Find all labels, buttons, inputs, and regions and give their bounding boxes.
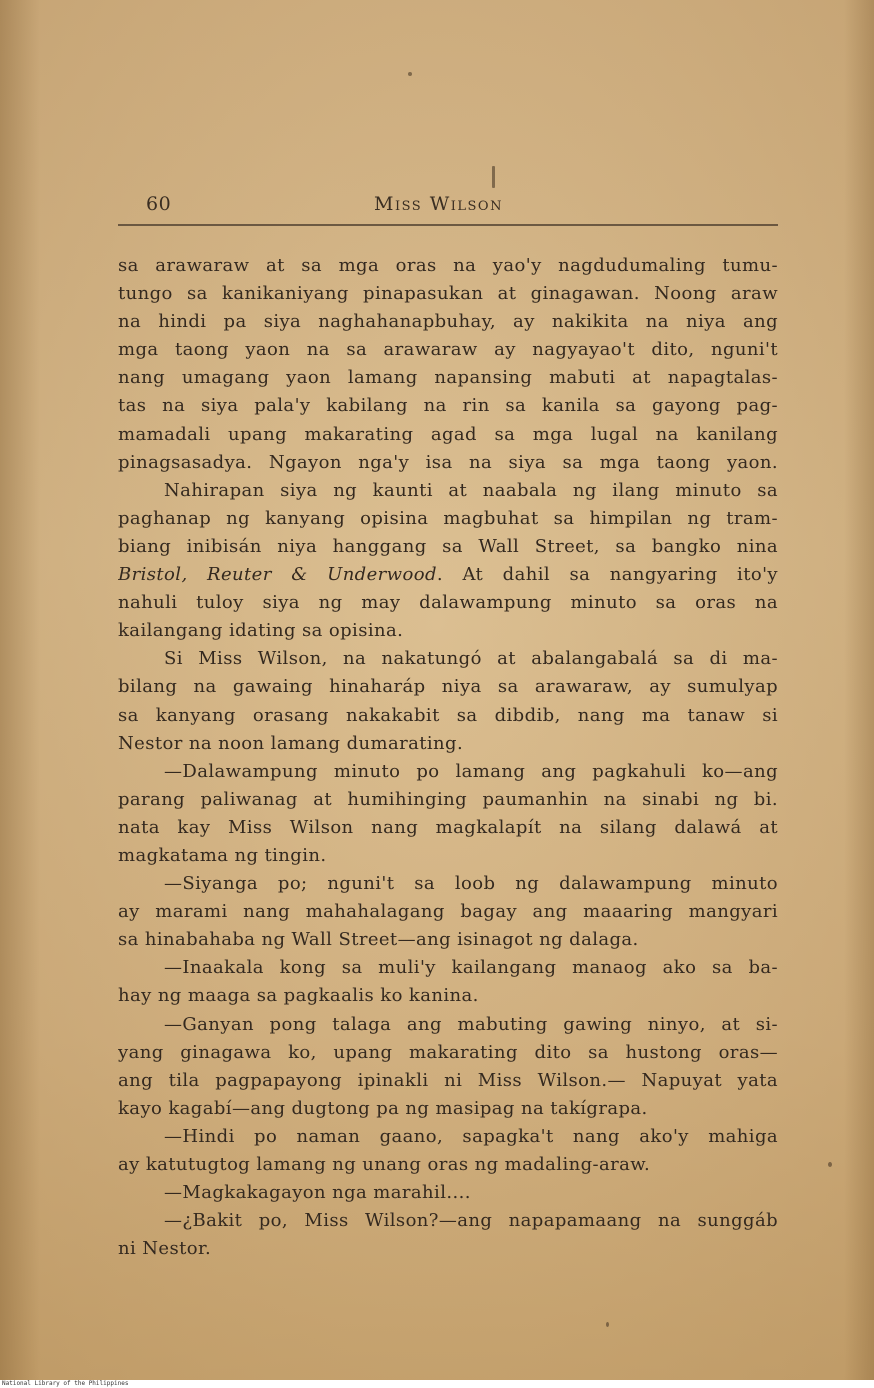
text-line: Si Miss Wilson, na nakatungó at abalangabalá sa di ma-	[164, 648, 778, 670]
text-line: —¿Bakit po, Miss Wilson?—ang napapamaang na sunggáb	[164, 1210, 778, 1232]
text-line: —Dalawampung minuto po lamang ang pagkahuli ko—ang	[164, 760, 778, 782]
text-line: nang umagang yaon lamang napansing mabuti at napagtalas-	[118, 367, 778, 389]
text-line: tas na siya pala'y kabilang na rin sa kanila sa gayong pag-	[118, 395, 778, 417]
text-line: hay ng maaga sa pagkaalis ko kanina.	[118, 985, 479, 1007]
text-line: kailangang idating sa opisina.	[118, 620, 404, 642]
text-line: —Siyanga po; nguni't sa loob ng dalawampung minuto	[164, 873, 778, 895]
text-line: Nahirapan siya ng kaunti at naabala ng ilang minuto sa	[164, 479, 778, 501]
page-edge-shadow-right	[844, 0, 874, 1380]
text-line: yang ginagawa ko, upang makarating dito sa hustong oras—	[118, 1041, 778, 1063]
text-line: mamadali upang makarating agad sa mga lugal na kanilang	[118, 423, 778, 445]
text-line: parang paliwanag at humihinging paumanhin na sinabi ng bi.	[118, 788, 778, 810]
text-line: —Hindi po naman gaano, sapagka't nang ako'y mahiga	[164, 1125, 778, 1147]
text-line: nata kay Miss Wilson nang magkalapít na silang dalawá at	[118, 816, 778, 838]
text-line: sa arawaraw at sa mga oras na yao'y nagdudumaling tumu-	[118, 255, 778, 276]
running-head-title: Miss Wilson	[374, 193, 503, 215]
text-line: tungo sa kanikaniyang pinapasukan at ginagawan. Noong araw	[118, 283, 778, 305]
text-line: ni Nestor.	[118, 1238, 212, 1260]
body-text	[118, 252, 778, 1263]
text-line: paghanap ng kanyang opisina magbuhat sa himpilan ng tram-	[118, 507, 778, 529]
paper-speck	[606, 1322, 609, 1327]
text-line: ay katutugtog lamang ng unang oras ng madaling-araw.	[118, 1154, 651, 1175]
text-line: Bristol, Reuter & Underwood. At dahil sa nangyaring ito'y	[118, 564, 778, 586]
text-line: ang tila pagpapayong ipinakli ni Miss Wilson.— Napuyat yata	[118, 1069, 778, 1091]
text-line: biang inibisán niya hanggang sa Wall Street, sa bangko nina	[118, 535, 778, 557]
paper-speck	[492, 166, 495, 188]
page-header	[118, 193, 778, 225]
page-edge-shadow-left	[0, 0, 40, 1380]
scan-credit: National Library of the Philippines	[2, 1380, 129, 1387]
text-line: kayo kagabí—ang dugtong pa ng masipag na takígrapa.	[118, 1097, 648, 1119]
page-number: 60	[146, 193, 172, 215]
text-line: magkatama ng tingin.	[118, 844, 327, 866]
text-line: —Ganyan pong talaga ang mabuting gawing ninyo, at si-	[164, 1013, 778, 1035]
text-line: ay marami nang mahahalagang bagay ang maaaring mangyari	[118, 901, 778, 923]
text-line: sa kanyang orasang nakakabit sa dibdib, nang ma tanaw si	[118, 704, 778, 726]
text-line: —Magkakagayon nga marahil....	[164, 1182, 471, 1204]
text-line: nahuli tuloy siya ng may dalawampung minuto sa oras na	[118, 592, 778, 614]
paper-speck	[408, 72, 412, 76]
text-line: Nestor na noon lamang dumarating.	[118, 732, 464, 754]
text-line: mga taong yaon na sa arawaraw ay nagyayao't dito, nguni't	[118, 339, 778, 361]
text-line: pinagsasadya. Ngayon nga'y isa na siya sa mga taong yaon.	[118, 451, 778, 473]
text-line: —Inaakala kong sa muli'y kailangang manaog ako sa ba-	[164, 957, 778, 979]
paper-speck	[828, 1162, 832, 1167]
text-line: bilang na gawaing hinaharáp niya sa arawaraw, ay sumulyap	[118, 676, 778, 698]
text-line: na hindi pa siya naghahanapbuhay, ay nakikita na niya ang	[118, 311, 778, 333]
header-rule	[118, 224, 778, 226]
italic-bank-name: Bristol, Reuter & Underwood	[118, 564, 437, 586]
text-line: sa hinabahaba ng Wall Street—ang isinagot ng dalaga.	[118, 929, 639, 951]
